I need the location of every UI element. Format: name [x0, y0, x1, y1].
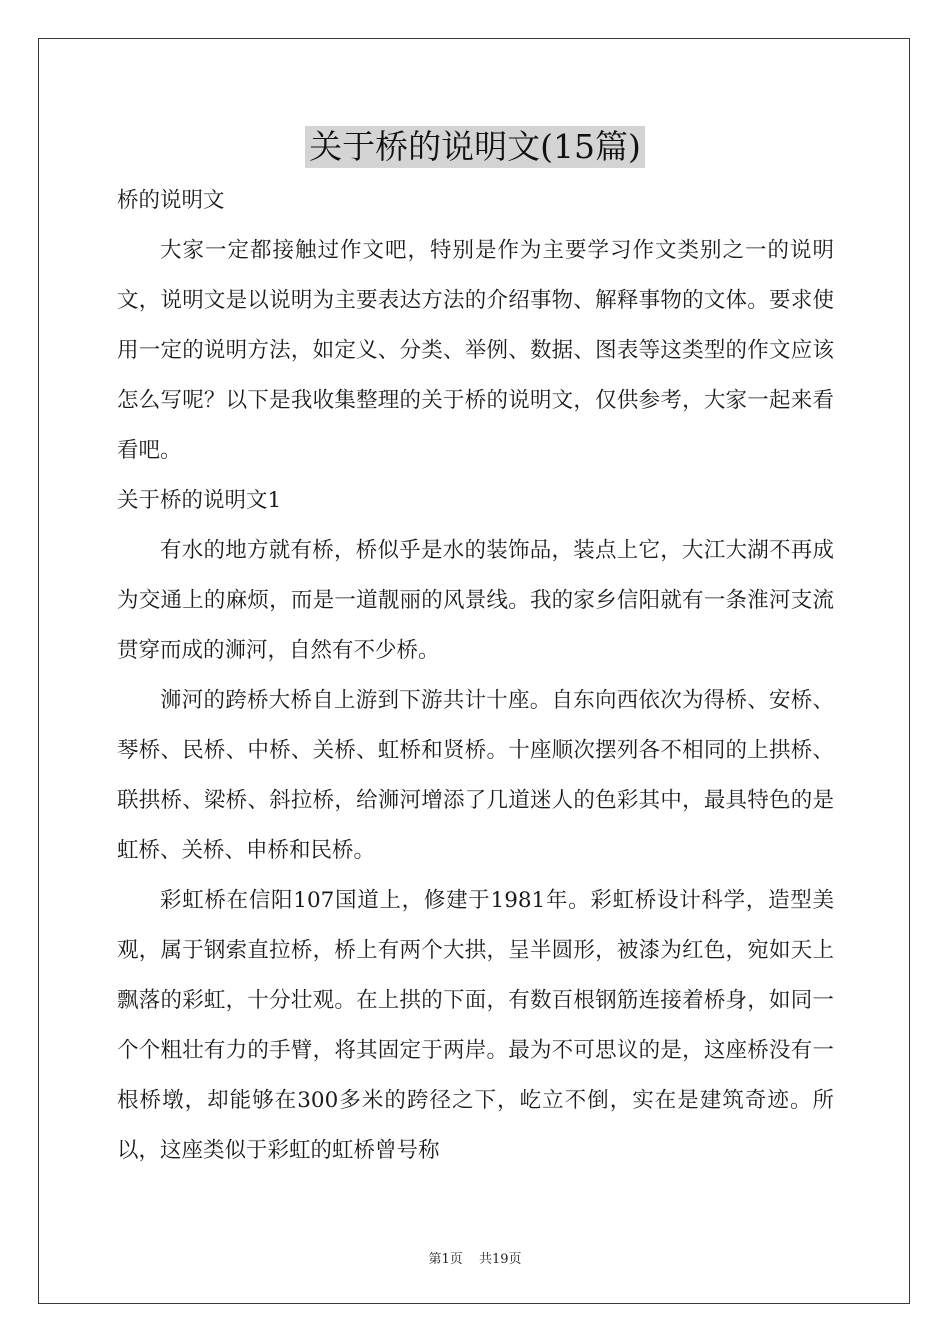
page-total: 共19页: [478, 1252, 522, 1267]
paragraph: 有水的地方就有桥，桥似乎是水的装饰品，装点上它，大江大湖不再成为交通上的麻烦，而是一道靓丽的风景线。我的家乡信阳就有一条淮河支流贯穿而成的浉河，自然有不少桥。: [117, 538, 834, 663]
paragraph-heading: 桥的说明文: [117, 188, 225, 213]
section-heading: 关于桥的说明文1: [117, 488, 282, 513]
page-footer: [0, 1248, 950, 1267]
paragraph: 彩虹桥在信阳107国道上，修建于1981年。彩虹桥设计科学，造型美观，属于钢索直拉桥，桥上有两个大拱，呈半圆形，被漆为红色，宛如天上飘落的彩虹，十分壮观。在上拱的下面，有数百根钢筋连接着桥身，如同一个个粗壮有力的手臂，将其固定于两岸。最为不可思议的是，这座桥没有一根桥墩，却能够在300多米的跨径之下，屹立不倒，实在是建筑奇迹。所以，这座类似于彩虹的虹桥曾号称: [117, 888, 834, 1163]
paragraph: 浉河的跨桥大桥自上游到下游共计十座。自东向西依次为得桥、安桥、琴桥、民桥、中桥、关桥、虹桥和贤桥。十座顺次摆列各不相同的上拱桥、联拱桥、梁桥、斜拉桥，给浉河增添了几道迷人的色彩其中，最具特色的是虹桥、关桥、申桥和民桥。: [117, 688, 834, 863]
document-body: [117, 176, 834, 1176]
document-title: 关于桥的说明文(15篇): [305, 126, 645, 168]
title-container: [0, 126, 950, 168]
paragraph: 大家一定都接触过作文吧，特别是作为主要学习作文类别之一的说明文，说明文是以说明为主要表达方法的介绍事物、解释事物的文体。要求使用一定的说明方法，如定义、分类、举例、数据、图表等这类型的作文应该怎么写呢？以下是我收集整理的关于桥的说明文，仅供参考，大家一起来看看吧。: [117, 238, 834, 463]
page-number: 第1页: [428, 1252, 463, 1267]
